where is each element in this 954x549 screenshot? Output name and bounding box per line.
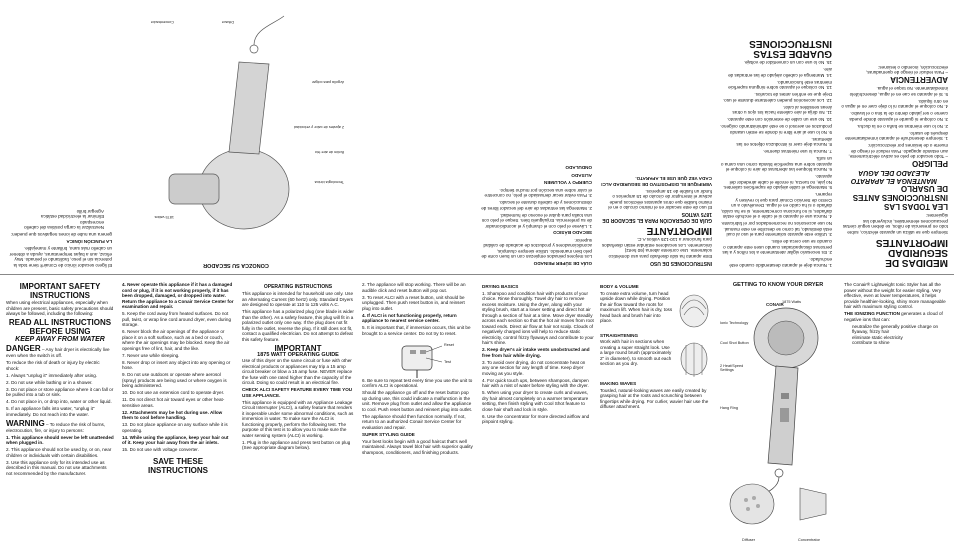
ionic-column [844, 282, 948, 346]
es-safety-item: 13. No coloque el aparato sobre ninguna superficie mientras esté funcionando. [728, 80, 832, 91]
es-drying-item: 1. Lávese el pelo con el champú y el acondicionador de su preferencia. Enjuáguelo bien. Seque el pelo con una toalla para quitar el exceso de humedad. [481, 213, 592, 229]
es-danger-text: – Todo secador de pelo es activo eléctricamente, aun estando apagado. Para reducir el riesgo de muerte o de lesiones por electrocución: [848, 143, 948, 160]
es-dryer-title: CONOZCA SU SECADOR [203, 262, 269, 268]
safety-item: 13. Do not place appliance on any surface while it is operating. [122, 422, 228, 433]
es-danger-item: 5. Si el aparato se cae en el agua, desenchúfelo inmediatamente. No toque el agua. [849, 86, 948, 97]
es-safety-item: 15. No lo use con un convertidor de voltaje. [743, 60, 832, 66]
plug-reset-label: Reset [444, 342, 454, 347]
alci-text: The appliance should then function normally. If not, return to an authorized Conair Service Center for evaluation and repair. [362, 413, 466, 430]
es-safety-item: 11. No dirija el aire caliente hacia los ojos u otras áreas sensibles al calor. [732, 105, 832, 116]
safety-item: 14. While using the appliance, keep your hair out of it. Keep your hair away from the air inlets. [122, 434, 229, 445]
es-watt-guide: GUÍA DE OPERACIÓN PARA EL SECADOR DE 1875 VATIOS [602, 211, 712, 224]
drying-item: 3. To avoid over drying, do not concentrate heat on any one section for any length of time. Keep dryer moving as you style. [482, 359, 586, 376]
es-drying-heading: SECADO BÁSICO [553, 230, 592, 236]
plug-diagram [362, 338, 474, 378]
safety-item: 10. Do not use an extension cord to operate dryer. [122, 390, 225, 395]
safety-item: 6. Never block the air openings of the appliance or place it on a soft surface, such as a bed or couch, where the air openings may be blocked. Keep the air openings free of lint, hair, and the like. [122, 329, 230, 351]
es-save-instructions: GUARDE ESTAS INSTRUCCIONES [749, 38, 832, 60]
alci-step: 3. To reset ALCI with a reset button, unit should be unplugged. Then push reset button in, and reinsert plug into outlet. [362, 294, 465, 311]
danger-item: 2. Do not use while bathing or in a shower. [6, 379, 93, 385]
es-read-all: LEA TODAS LAS INSTRUCCIONES ANTES DE USARLO [852, 184, 948, 212]
body-volume-text: To create extra volume, turn head upside down while drying. Position the air flow toward the roots for maximum lift. When hair is dry, toss head back and brush hair into place. [600, 290, 673, 323]
es-operating-heading: INSTRUCCIONES DE USO [650, 260, 712, 266]
watt-guide-text: Use of this dryer on the same circuit or fuse with other electrical products or appliances may trip a 15 amp circuit breaker or blow a 15 amp fuse. NEVER replace the fuse with one rated higher than the capacity of the circuit. Doing so could result in an electrical fire. [242, 358, 353, 385]
alci-column [362, 282, 474, 457]
ionic-heading: THE IONIZING FUNCTION [844, 311, 900, 316]
es-safety-intro: Siempre que se utiliza un aparato eléctrico, sobre todo en presencia de niños, se deben seguir ciertas precauciones elementales, incluyendo las siguientes: [842, 213, 948, 235]
warning-heading: WARNING [6, 418, 45, 428]
es-ionic-heading: LA FUNCIÓN IÓNICA [66, 239, 112, 244]
drying-item: 5. When using your dryer to create curls and waves, dry hair almost completely on a warmer temperature setting, then finish styling with Cool Shot feature to close hair shaft and lock in style. [482, 390, 589, 412]
es-label-cool: Botón de aire frío [314, 150, 344, 154]
alci-text: Should the appliance go off and the reset button pop up during use, this could indicate a malfunction in the unit. Remove plug from outlet and allow the appliance to cool. Push reset button and reinsert plug into outlet. [362, 390, 473, 412]
label-hang-ring: Hang Ring [720, 406, 738, 410]
safety-title: IMPORTANT SAFETY INSTRUCTIONS [19, 282, 101, 300]
es-label-ionic: Tecnología iónica [314, 180, 344, 184]
important-heading: IMPORTANT [274, 343, 322, 353]
es-label-ring: Argolla para colgar [312, 80, 344, 84]
es-danger-heading: PELIGRO [911, 159, 948, 169]
plug-test-label: Test [444, 359, 451, 364]
safety-item: 9. Do not use outdoors or operate where aerosol (spray) products are being used or where oxygen is being administered. [122, 372, 227, 388]
es-styling-text: Los mejores peinados empiezan con un buen corte de pelo bien mantenido. Utilice siempre champús, acondicionadores y productos de acabado de calidad superior. [481, 238, 592, 260]
polarized-text: This appliance has a polarized plug (one blade is wider than the other). As a safety feature, this plug will fit in a polarized outlet only one way. If the plug does not fit fully in the outlet, reverse the plug. If it still does not fit, contact a qualified electrician. Do not attempt to defeat this safety feature. [242, 309, 354, 342]
es-safety-title: MEDIDAS DE SEGURIDAD IMPORTANTES [875, 237, 948, 268]
warning-text: – To reduce the risk of burns, electrocution, fire, or injury to persons: [6, 421, 106, 433]
es-label-settings: 2 ajustes de calor y velocidad [294, 125, 344, 129]
label-cool-shot-button: Cool Shot Button [720, 341, 749, 345]
alci-text: This appliance is equipped with an Appliance Leakage Circuit Interrupter (ALCI), a safety feature that renders it inoperable under some abnormal conditions, such as immersion in water. To make sure the ALCI is functioning properly, perform the following test. The purpose of this test is to allow you to make sure the water sensing system (ALCI) is working. [242, 399, 354, 438]
es-ionic-column [6, 209, 112, 269]
alci-step: 4. If ALCI is not functioning properly, return appliance to nearest service center. [362, 312, 457, 323]
operating-column [242, 282, 354, 452]
es-ionic-bullet: • Neutralizar la carga positiva del cabello encrespado [6, 220, 104, 231]
dryer-diagram [716, 276, 840, 549]
danger-item: 3. Do not place or store appliance where it can fall or be pulled into a tub or sink. [6, 386, 114, 397]
es-label-concentrator: Concentrador [150, 20, 174, 24]
es-safety-item: 8. Nunca deje caer ni introduzca objetos en las aberturas. [736, 137, 832, 148]
es-safety-item: 2. Es necesario vigilar atentamente a los niños y a las personas discapacitadas cuando usen este aparato o cuando se use cerca de ellos. [722, 239, 832, 256]
plug-icon [362, 338, 474, 378]
safety-column [6, 282, 114, 478]
waves-heading: MAKING WAVES [600, 381, 637, 386]
es-danger-item: 1. Siempre desenchufe el aparato inmediatamente después de usarlo. [845, 131, 948, 142]
danger-item: 4. Do not place in, or drop into, water or other liquid. [6, 399, 112, 404]
safety-items-column [122, 282, 234, 475]
drying-item: 6. Use the concentrator for more directed airflow and pinpoint styling. [482, 413, 590, 424]
es-safety-items-column [720, 37, 832, 269]
es-safety-item: 7. Nunca lo use mientras duerme. [763, 149, 832, 155]
styling-guide-text: Your best looks begin with a good haircut that's well maintained. Always towel blot hair with superior quality shampoos, conditioners, and finishing products. [362, 438, 473, 455]
spanish-panel-rotated [0, 0, 954, 274]
hair-dryer-illustration [746, 298, 836, 498]
alci-step: 1. Plug in the appliance and press test button on plug (See appropriate diagram below). [242, 439, 351, 450]
es-styling-column [480, 164, 592, 268]
body-volume-heading: BODY & VOLUME [600, 284, 639, 289]
hair-volume-illustration [676, 291, 712, 331]
label-diffuser: Diffuser [742, 538, 756, 542]
es-ionic-bullet: • Agregar brillo [6, 209, 104, 215]
es-safety-column [840, 63, 948, 268]
es-safety-item: 10. No use un cable de extensión con este aparato. [727, 117, 832, 123]
es-drying-item: 2. Mantenga las entradas de aire del secador libres de obstrucciones y de cabello durante el secado. [481, 200, 592, 211]
es-ionic-bullet: • Eliminar la electricidad estática [6, 214, 104, 220]
es-danger-item: 4. No coloque el aparato ni lo deje caer en el agua o en otro líquido. [841, 99, 948, 110]
attachments-illustration [722, 476, 834, 536]
danger-heading: DANGER [6, 344, 41, 353]
danger-item: 5. If an appliance falls into water, "unplug it" immediately. Do not reach into the water. [6, 406, 95, 417]
es-safety-item: 1. Nunca deje el aparato desatendido cuando esté enchufado. [729, 257, 832, 268]
safety-item: 12. Attachments may be hot during use. Allow them to cool before handling. [122, 409, 223, 420]
dryer-diagram-title: GETTING TO KNOW YOUR DRYER [732, 282, 824, 288]
es-operating-column [600, 175, 712, 269]
warning-item: 3. Use this appliance only for its intended use as described in this manual. Do not use attachments not recommended by the manufacturer. [6, 459, 107, 476]
drying-column [482, 282, 594, 426]
es-label-watts: 1875 vatios [154, 215, 174, 219]
label-heat-speed-settings: 2 Heat/Speed Settings [720, 364, 744, 372]
alci-step: 5. It is important that, if immersion occurs, this unit be brought to a service center. Do not try to reset. [362, 325, 471, 336]
hair-straight-illustration [676, 339, 712, 379]
label-1875-watts: 1875 Watts [782, 300, 802, 304]
danger-reduce: To reduce the risk of death or injury by electric shock: [6, 360, 100, 371]
safety-item: 15. Do not use with voltage converter. [122, 447, 199, 452]
es-important-heading: IMPORTANTE [646, 225, 712, 237]
es-styling-heading: GUÍA DE SÚPER PEINADO [533, 261, 592, 266]
warning-item: 2. This appliance should not be used by, or on, near children or individuals with certain disabilities. [6, 447, 112, 458]
ionic-text: generates a cloud of negative ions that can: [844, 311, 943, 322]
es-straight-heading: ALISADO [571, 173, 592, 178]
waves-text: Tousled, natural-looking waves are easily created by grasping hair at the roots and scrunching between fingertips while drying. For curlier, wavier hair use the diffuser attachment. [600, 387, 709, 409]
es-waves-heading: ONDULADO [565, 165, 592, 171]
es-ionic-text: genera una nube de iones negativos que pueden: [10, 232, 112, 238]
operating-text: This appliance is intended for household use only. Use an Alternating Current (60 hertz) only. Standard Dryers are designed to operate at 110 to 125 volts A.C. [242, 291, 353, 307]
es-safety-item: 6. Nunca bloquee las aberturas de aire ni coloque el aparato sobre una superficie blanda como una cama o un sofá. [720, 156, 832, 173]
watt-guide-heading: 1875 WATT OPERATING GUIDE [257, 351, 339, 358]
alci-heading: CHECK ALCI SAFETY FEATURE EVERY TIME YOU USE APPLIANCE. [242, 387, 353, 398]
alci-step: 2. The appliance will stop working. There will be an audible click and reset button will pop out. [362, 282, 466, 293]
es-safety-item: 12. Los accesorios pueden calentarse durante el uso. Deje que se enfríen antes de tocarlos. [722, 92, 832, 103]
straightening-text: Work with hair in sections when creating a super straight look. Use a large round brush (approximately 2" in diameter), to smooth out each section as you dry. [600, 339, 672, 366]
ionic-bullet: • contribute to shine [852, 340, 948, 346]
es-safety-item: 14. Mantenga el cabello alejado de las entradas de aire. [728, 67, 832, 78]
drying-heading: DRYING BASICS [482, 284, 519, 289]
es-danger-item: 2. No lo use mientras se baña o en la ducha. [856, 124, 948, 129]
ionic-intro: The Conair® Lightweight Ionic Styler has all the power without the weight for easier styling. Very effective, even at lower temperatures, it helps provide healthier-looking, shiny more manageable hair with maximum styling control. [844, 282, 946, 309]
es-operating-text: Este aparato ha sido diseñado para uso doméstico solamente. Use corriente alterna (60 hertz) únicamente. Los secadores estándar están diseñados para funcionar a 110-125 voltios A.C. [601, 237, 712, 259]
keep-away-heading: KEEP AWAY FROM WATER [15, 336, 105, 343]
es-watt-text: El uso de este secador en el mismo circuito o en el mismo fusible que otros aparatos eléctricos puede activar el interruptor de circuito de 15 amperios o fundir un fusible de 15 amperios. [608, 189, 712, 211]
drying-item: 4. For quick touch ups, between shampoos, dampen hair with a mist of water before styling with the dryer. [482, 377, 589, 388]
es-drying-item: 3. Para evitar secar demasiado el pelo, no concentre el calor sobre una sección por mucho tiempo. [484, 188, 592, 199]
alci-step: 6. Be sure to repeat test every time you use the unit to confirm ALCI is operational. [362, 377, 473, 388]
label-ionic-technology: Ionic Technology [720, 321, 749, 325]
styling-column [600, 282, 712, 411]
ionic-bullet: • neutralize the generally positive charge on flyaway, frizzy hair [852, 324, 948, 335]
safety-item: 7. Never use while sleeping. [122, 352, 180, 358]
operating-heading: OPERATING INSTRUCTIONS [263, 284, 333, 290]
read-all-heading: READ ALL INSTRUCTIONS BEFORE USING [8, 318, 112, 336]
es-dryer-diagram [118, 0, 354, 274]
straightening-heading: STRAIGHTENING [600, 332, 639, 338]
styling-guide-heading: SUPER STYLING GUIDE [362, 432, 415, 437]
safety-item: 11. Do not direct hot air toward eyes or other heat-sensitive areas. [122, 397, 225, 408]
ionic-bullet: • eliminate static electricity [852, 335, 948, 341]
es-keep-away: MANTENGA EL APARATO ALEJADO DEL AGUA [850, 169, 938, 185]
warning-item: 1. This appliance should never be left unattended when plugged in. [6, 434, 114, 445]
english-panel [0, 276, 954, 549]
es-safety-item: 3. Utilice este aparato solamente para el uso al cual está destinado, tal como se describe en este manual. No use accesorios no recomendados por el fabricante. [720, 221, 832, 238]
es-ionic-intro: El ligero secador iónico de Conair® tiene toda la potencia sin el peso, facilitando el peinado. Muy eficaz, aun a bajas temperaturas, ayuda a obtener un cabello más sano, brillante y manejable. [9, 246, 112, 268]
es-label-diffuser: Difusor [221, 20, 234, 24]
es-danger-item: 3. No coloque ni guarde el aparato donde pueda caerse o ser jalado dentro de la tina o el lavabo. [849, 111, 948, 122]
es-safety-item: 9. No lo use al aire libre ni donde se estén usando productos en aerosol o se esté administrando oxígeno. [720, 124, 832, 135]
drying-item: 2. Keep dryer's air intake vents unobstructed and free from hair while drying. [482, 347, 590, 358]
es-warning-heading: ADVERTENCIA [890, 75, 948, 85]
es-safety-item: 5. Mantenga el cable alejado de superficies calientes. No jale, no tuerza, ni enrolle el cable alrededor del aparato. [722, 174, 832, 191]
safety-item: 4. Never operate this appliance if it has a damaged cord or plug, if it is not working properly, if it has been dropped, damaged, or dropped into water. Return the appliance to a Conair Service Center for examination and repair. [122, 282, 234, 309]
dryer-brand: CONAIR [766, 302, 784, 307]
safety-intro: When using electrical appliances, especially when children are present, basic safety precautions should always be followed, including the following: [6, 300, 114, 316]
es-dryer-illustration [154, 14, 314, 244]
danger-text: – Any hair dryer is electrically live even when the switch is off. [6, 347, 110, 358]
safety-item: 5. Keep the cord away from heated surfaces. Do not pull, twist, or wrap line cord around dryer, even during storage. [122, 311, 232, 327]
safety-item: 8. Never drop or insert any object into any opening or hose. [122, 359, 231, 370]
danger-item: 1. Always "unplug it" immediately after using. [6, 372, 98, 378]
es-warning-text: – Para reducir el riesgo de quemaduras, electrocución, incendio o lesiones: [866, 65, 948, 76]
fold-line [0, 274, 954, 275]
es-safety-item: 4. Nunca use el aparato si el cable o el enchufe están dañados, si no funciona correctamente, si se ha caído, dañado o si ha caído en el agua. Devuélvalo a un Centro de Servicio Conair para que lo revisen y reparen. [720, 192, 832, 220]
save-instructions-heading: SAVE THESE INSTRUCTIONS [148, 456, 208, 475]
drying-item: 1. Shampoo and condition hair with products of your choice. Rinse thoroughly. Towel dry hair to remove excess moisture. Using the dryer, along with your styling brush, start at a lower setting and direct hot air through a section of hair at a time. Move dryer steadily across each section so that the hot air moves from root toward ends. Direct air flow at hair not scalp. Clouds of negatively charged ions will help to reduce static electricity, control frizzy flyaways and contribute to your hair's shine. [482, 290, 594, 345]
es-body-heading: CUERPO Y VOLUMEN [543, 180, 592, 186]
es-alci-heading: VERIFIQUE EL DISPOSITIVO DE SEGURIDAD ALCI CADA VEZ QUE USE EL APARATO. [601, 176, 712, 187]
label-concentrator: Concentrator [798, 538, 820, 542]
